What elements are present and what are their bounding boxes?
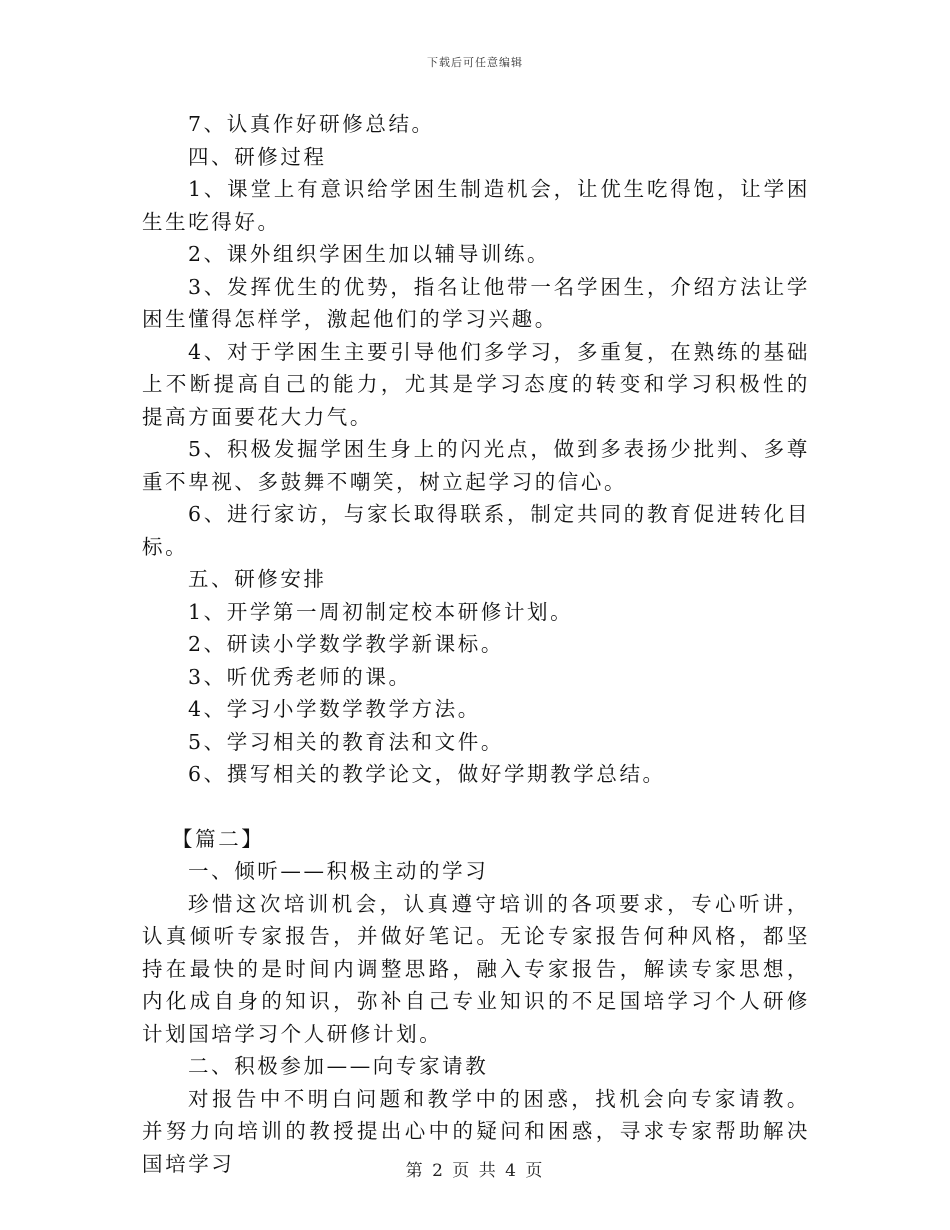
paragraph: 5、学习相关的教育法和文件。: [188, 729, 504, 754]
paragraph: 对报告中不明白问题和教学中的困惑，找机会向专家请教。并努力向培训的教授提出心中的疑问和困惑，寻求专家帮助解决国培学习: [142, 1086, 810, 1176]
page-header: 下载后可任意编辑: [427, 56, 523, 69]
paragraph: 2、课外组织学困生加以辅导训练。: [188, 242, 551, 266]
document-body: [142, 108, 810, 1180]
paragraph: 1、课堂上有意识给学困生制造机会，让优生吃得饱，让学困生生吃得好。: [142, 177, 810, 234]
paragraph: 4、对于学困生主要引导他们多学习，多重复，在熟练的基础上不断提高自己的能力，尤其是学习态度的转变和学习积极性的提高方面要花大力气。: [142, 339, 810, 429]
section-title: 【篇二】: [172, 826, 265, 851]
page-number-footer: 第 2 页 共 4 页: [405, 1161, 545, 1181]
paragraph: 2、研读小学数学教学新课标。: [188, 632, 504, 656]
paragraph: 4、学习小学数学教学方法。: [188, 697, 481, 721]
paragraph: 1、开学第一周初制定校本研修计划。: [188, 599, 574, 624]
paragraph: 7、认真作好研修总结。: [188, 112, 435, 136]
paragraph: 6、进行家访，与家长取得联系，制定共同的教育促进转化目标。: [142, 502, 810, 559]
paragraph: 珍惜这次培训机会，认真遵守培训的各项要求，专心听讲，认真倾听专家报告，并做好笔记。无论专家报告何种风格，都坚持在最快的是时间内调整思路，融入专家报告，解读专家思想，内化成自身的知识，弥补自己专业知识的不足国培学习个人研修计划国培学习个人研修计划。: [142, 891, 810, 1046]
section-heading: 二、积极参加——向专家请教: [188, 1054, 489, 1078]
paragraph: 3、发挥优生的优势，指名让他带一名学困生，介绍方法让学困生懂得怎样学，激起他们的学习兴趣。: [142, 274, 810, 331]
section-heading: 一、倾听——积极主动的学习: [188, 859, 489, 883]
paragraph: 5、积极发掘学困生身上的闪光点，做到多表扬少批判、多尊重不卑视、多鼓舞不嘲笑，树立起学习的信心。: [142, 437, 810, 494]
section-gap: [142, 791, 810, 823]
section-heading: 四、研修过程: [188, 144, 327, 169]
section-heading: 五、研修安排: [188, 567, 327, 591]
paragraph: 3、听优秀老师的课。: [188, 664, 412, 689]
paragraph: 6、撰写相关的教学论文，做好学期教学总结。: [188, 762, 666, 786]
